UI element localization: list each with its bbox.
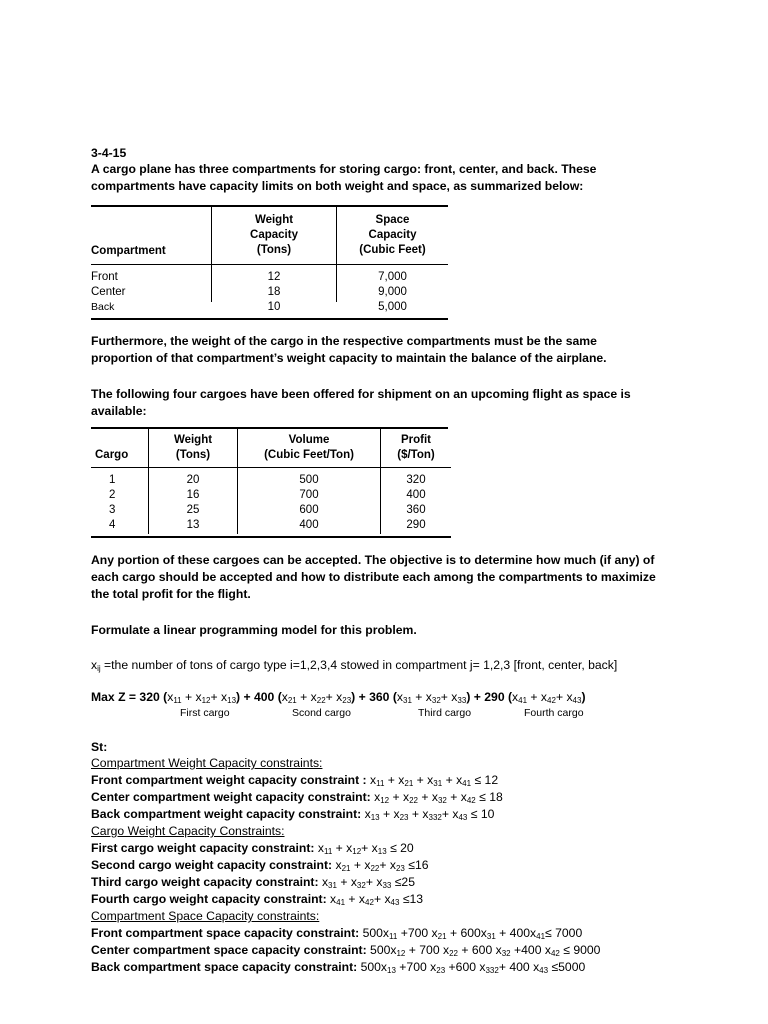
table-top-rule — [91, 427, 448, 429]
cell-cargo: 2 — [109, 489, 116, 501]
decision-variable: $x_{ij} =the$ number of tons of cargo type i=1,2,3,4 stowed in compartment j= 1,2,3 [front, center, back] — [91, 658, 618, 673]
cell-weight: 25 — [186, 504, 200, 516]
table-top-rule — [91, 205, 448, 207]
cell-volume: 600 — [299, 504, 319, 516]
header-profit: Profit ($/Ton) — [397, 434, 435, 461]
balance-line-1: Furthermore, the weight of the cargo in the respective compartments must be the same — [91, 334, 597, 348]
header-rule — [91, 264, 448, 265]
fourth-cargo-constraint: Fourth cargo weight capacity constraint: $x_{41} + x_{42}+ x_{43} \le 13$ — [91, 892, 424, 907]
first-cargo-constraint: First cargo weight capacity constraint: $x_{11} + x_{12}+ x_{13} \le 20$ — [91, 841, 414, 856]
cell-weight: 20 — [186, 474, 200, 486]
cell-profit: 320 — [406, 474, 426, 486]
cell-cargo: 1 — [109, 474, 116, 486]
cell-volume: 500 — [299, 474, 319, 486]
front-space-constraint: Front compartment space capacity constraint: $500x_{11} +700$ $x_{21} + 600x_{31} + 400x_{41}\le 7000$ — [91, 926, 583, 941]
header-cargo: Cargo — [95, 449, 129, 461]
st-label: St: — [91, 740, 108, 754]
row-space: 9,000 — [378, 286, 407, 298]
cell-cargo: 3 — [109, 504, 116, 516]
balance-line-2: proportion of that compartment’s weight capacity to maintain the balance of the airplane. — [91, 351, 607, 365]
header-weight: Weight (Tons) — [173, 434, 213, 461]
row-weight: 18 — [267, 286, 281, 298]
row-name: Front — [91, 271, 118, 283]
offer-line-1: The following four cargoes have been offered for shipment on an upcoming flight as space is — [91, 387, 631, 401]
table-bottom-rule — [91, 536, 451, 538]
intro-line-2: compartments have capacity limits on both weight and space, as summarized below: — [91, 179, 584, 193]
weight-constraints-heading: Compartment Weight Capacity constraints: — [91, 756, 323, 770]
objective-line-3: the total profit for the flight. — [91, 587, 251, 601]
row-name: Back — [91, 301, 115, 313]
intro-line-1: A cargo plane has three compartments for storing cargo: front, center, and back. These — [91, 162, 597, 176]
header-weight-capacity: Weight Capacity (Tons) — [250, 214, 298, 256]
header-space-capacity: Space Capacity (Cubic Feet) — [359, 214, 426, 256]
header-volume: Volume (Cubic Feet/Ton) — [264, 434, 354, 461]
cell-volume: 400 — [299, 519, 319, 531]
row-name: Center — [91, 286, 126, 298]
back-space-constraint: Back compartment space capacity constraint: $500x_{13} +700$ $x_{23} +600$ $x_{332}+ 400$ $x_{43} \le 5000$ — [91, 960, 586, 975]
back-weight-constraint: Back compartment weight capacity constraint: $x_{13} + x_{23} + x_{332}+ x_{43} \le 10$ — [91, 807, 495, 822]
third-cargo-constraint: Third cargo weight capacity constraint: $x_{31} + x_{32}+ x_{33} \le 25$ — [91, 875, 415, 890]
objective-line-2: each cargo should be accepted and how to distribute each among the compartments to maximize — [91, 570, 656, 584]
label-third-cargo: Third cargo — [418, 707, 472, 719]
cell-profit: 360 — [406, 504, 426, 516]
header-rule — [91, 467, 451, 468]
formulate-text: Formulate a linear programming model for this problem. — [91, 623, 417, 637]
label-first-cargo: First cargo — [180, 707, 230, 719]
center-weight-constraint: Center compartment weight capacity constraint: $x_{12} + x_{22} + x_{32} + x_{42} \le 18$ — [91, 790, 503, 805]
row-space: 7,000 — [378, 271, 407, 283]
second-cargo-constraint: Second cargo weight capacity constraint: $x_{21} + x_{22}+ x_{23} \le 16$ — [91, 858, 429, 873]
cell-weight: 13 — [186, 519, 200, 531]
cell-volume: 700 — [299, 489, 319, 501]
objective-line-1: Any portion of these cargoes can be accepted. The objective is to determine how much (if any) of — [91, 553, 655, 567]
problem-number: 3-4-15 — [91, 146, 127, 160]
label-fourth-cargo: Fourth cargo — [524, 707, 584, 719]
row-weight: 10 — [267, 301, 281, 313]
label-second-cargo: Scond cargo — [292, 707, 351, 719]
cargo-constraints-heading: Cargo Weight Capacity Constraints: — [91, 824, 285, 838]
space-constraints-heading: Compartment Space Capacity constraints: — [91, 909, 320, 923]
cell-cargo: 4 — [109, 519, 116, 531]
objective-function: Max Z = 320 $(x_{11} + x_{12}+ x_{13}) + 400$ $(x_{21} + x_{22}+ x_{23}) + 360$ $(x_{31} + x_{32}+ x_{33}) + 290$ $(x_{41} + x_{42}+ x_{43})$ — [91, 690, 586, 705]
header-compartment: Compartment — [91, 245, 166, 257]
row-space: 5,000 — [378, 301, 407, 313]
table-bottom-rule — [91, 318, 448, 320]
row-weight: 12 — [267, 271, 281, 283]
cell-profit: 290 — [406, 519, 426, 531]
cell-profit: 400 — [406, 489, 426, 501]
front-weight-constraint: Front compartment weight capacity constraint : $x_{11} + x_{21} + x_{31} + x_{41} \le 12$ — [91, 773, 499, 788]
cell-weight: 16 — [186, 489, 200, 501]
center-space-constraint: Center compartment space capacity constraint: $500x_{12} + 700$ $x_{22} + 600$ $x_{32} +400$ $x_{42} \le 9000$ — [91, 943, 601, 958]
offer-line-2: available: — [91, 404, 147, 418]
